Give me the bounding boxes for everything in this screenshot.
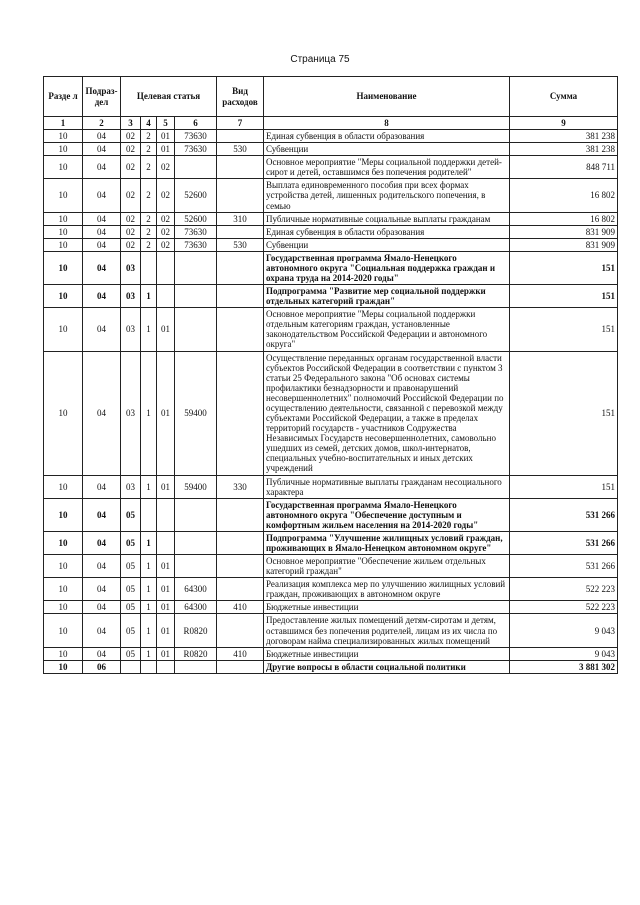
name-cell: Другие вопросы в области социальной политики xyxy=(264,660,510,673)
razdel-cell: 10 xyxy=(44,285,83,308)
podrazdel-cell: 04 xyxy=(83,143,121,156)
table-row xyxy=(44,614,618,647)
program-cell: 02 xyxy=(121,225,141,238)
activity-cell xyxy=(157,498,175,531)
table-row xyxy=(44,238,618,251)
col-header-podrazdel: Подраз-дел xyxy=(83,77,121,117)
expense-type-cell xyxy=(217,130,264,143)
subprogram-cell xyxy=(141,498,157,531)
podrazdel-cell: 04 xyxy=(83,130,121,143)
table-row xyxy=(44,555,618,578)
activity-cell: 02 xyxy=(157,225,175,238)
name-cell: Подпрограмма "Развитие мер социальной поддержки отдельных категорий граждан" xyxy=(264,285,510,308)
activity-cell: 01 xyxy=(157,601,175,614)
activity-cell: 01 xyxy=(157,143,175,156)
table-row xyxy=(44,498,618,531)
podrazdel-cell: 04 xyxy=(83,531,121,554)
razdel-cell: 10 xyxy=(44,555,83,578)
col-header-sum: Сумма xyxy=(510,77,618,117)
podrazdel-cell: 04 xyxy=(83,285,121,308)
direction-cell: 73630 xyxy=(175,225,217,238)
expense-type-cell: 410 xyxy=(217,601,264,614)
name-cell: Осуществление переданных органам государственной власти субъектов Российской Федерации в соответствии с пунктом 3 статьи 25 Федерального закона "Об основах системы профилактики безнадзорности и правонарушений несовершеннолетних" полномочий Российской Федерации по осуществлению деятельности, связанной с перевозкой между субъектами Российской Федерации, а также в пределах территорий государств - участников Содружества Независимых Государств несовершеннолетних, самовольно ушедших из семей, детских домов, школ-интернатов, специальных учебно-воспитательных и иных детских учреждений xyxy=(264,351,510,475)
subprogram-cell: 1 xyxy=(141,308,157,351)
subprogram-cell: 1 xyxy=(141,614,157,647)
col-number: 9 xyxy=(510,117,618,130)
program-cell: 02 xyxy=(121,130,141,143)
direction-cell: 73630 xyxy=(175,130,217,143)
expense-type-cell: 410 xyxy=(217,647,264,660)
name-cell: Основное мероприятие "Обеспечение жильем отдельных категорий граждан" xyxy=(264,555,510,578)
expense-type-cell: 530 xyxy=(217,238,264,251)
col-number: 2 xyxy=(83,117,121,130)
subprogram-cell: 2 xyxy=(141,130,157,143)
col-header-razdel: Разде л xyxy=(44,77,83,117)
razdel-cell: 10 xyxy=(44,614,83,647)
table-row xyxy=(44,601,618,614)
sum-cell: 531 266 xyxy=(510,555,618,578)
expense-type-cell xyxy=(217,225,264,238)
table-row xyxy=(44,578,618,601)
program-cell: 02 xyxy=(121,143,141,156)
subprogram-cell: 2 xyxy=(141,212,157,225)
razdel-cell: 10 xyxy=(44,647,83,660)
direction-cell: 59400 xyxy=(175,351,217,475)
razdel-cell: 10 xyxy=(44,238,83,251)
direction-cell xyxy=(175,156,217,179)
podrazdel-cell: 04 xyxy=(83,555,121,578)
expense-type-cell xyxy=(217,179,264,212)
activity-cell: 01 xyxy=(157,614,175,647)
podrazdel-cell: 04 xyxy=(83,601,121,614)
subprogram-cell: 1 xyxy=(141,578,157,601)
razdel-cell: 10 xyxy=(44,308,83,351)
podrazdel-cell: 04 xyxy=(83,475,121,498)
table-row xyxy=(44,251,618,284)
direction-cell xyxy=(175,498,217,531)
razdel-cell: 10 xyxy=(44,143,83,156)
razdel-cell: 10 xyxy=(44,531,83,554)
subprogram-cell: 2 xyxy=(141,238,157,251)
razdel-cell: 10 xyxy=(44,130,83,143)
col-number: 8 xyxy=(264,117,510,130)
activity-cell xyxy=(157,285,175,308)
razdel-cell: 10 xyxy=(44,212,83,225)
podrazdel-cell: 04 xyxy=(83,308,121,351)
subprogram-cell: 1 xyxy=(141,647,157,660)
name-cell: Государственная программа Ямало-Ненецкого автономного округа "Обеспечение доступным и комфортным жильем населения на 2014-2020 годы" xyxy=(264,498,510,531)
program-cell: 05 xyxy=(121,601,141,614)
razdel-cell: 10 xyxy=(44,498,83,531)
razdel-cell: 10 xyxy=(44,475,83,498)
expense-type-cell xyxy=(217,351,264,475)
col-header-vid: Вид расходов xyxy=(217,77,264,117)
activity-cell: 01 xyxy=(157,647,175,660)
subprogram-cell: 1 xyxy=(141,531,157,554)
expense-type-cell xyxy=(217,555,264,578)
subprogram-cell: 1 xyxy=(141,601,157,614)
expense-type-cell: 330 xyxy=(217,475,264,498)
col-header-name: Наименование xyxy=(264,77,510,117)
name-cell: Выплата единовременного пособия при всех формах устройства детей, лишенных родительского попечения, в семью xyxy=(264,179,510,212)
podrazdel-cell: 04 xyxy=(83,251,121,284)
col-number: 1 xyxy=(44,117,83,130)
sum-cell: 3 881 302 xyxy=(510,660,618,673)
page-header: Страница 75 xyxy=(290,54,350,65)
activity-cell xyxy=(157,660,175,673)
activity-cell: 01 xyxy=(157,351,175,475)
subprogram-cell xyxy=(141,660,157,673)
sum-cell: 151 xyxy=(510,251,618,284)
podrazdel-cell: 04 xyxy=(83,351,121,475)
name-cell: Бюджетные инвестиции xyxy=(264,647,510,660)
activity-cell: 01 xyxy=(157,308,175,351)
table-row xyxy=(44,179,618,212)
column-number-row xyxy=(44,117,618,130)
sum-cell: 531 266 xyxy=(510,498,618,531)
direction-cell: 52600 xyxy=(175,212,217,225)
direction-cell xyxy=(175,555,217,578)
activity-cell: 01 xyxy=(157,555,175,578)
direction-cell: R0820 xyxy=(175,614,217,647)
program-cell: 05 xyxy=(121,647,141,660)
subprogram-cell: 1 xyxy=(141,351,157,475)
table-row xyxy=(44,475,618,498)
subprogram-cell: 1 xyxy=(141,285,157,308)
sum-cell: 531 266 xyxy=(510,531,618,554)
table-row xyxy=(44,531,618,554)
col-number: 6 xyxy=(175,117,217,130)
direction-cell xyxy=(175,251,217,284)
program-cell: 05 xyxy=(121,578,141,601)
program-cell xyxy=(121,660,141,673)
sum-cell: 9 043 xyxy=(510,614,618,647)
name-cell: Предоставление жилых помещений детям-сиротам и детям, оставшимся без попечения родителей, лицам из их числа по договорам найма специализированных жилых помещений xyxy=(264,614,510,647)
sum-cell: 9 043 xyxy=(510,647,618,660)
activity-cell xyxy=(157,531,175,554)
program-cell: 02 xyxy=(121,212,141,225)
expense-type-cell xyxy=(217,660,264,673)
podrazdel-cell: 04 xyxy=(83,212,121,225)
program-cell: 02 xyxy=(121,179,141,212)
col-number: 7 xyxy=(217,117,264,130)
podrazdel-cell: 04 xyxy=(83,225,121,238)
expense-type-cell xyxy=(217,578,264,601)
name-cell: Основное мероприятие "Меры социальной поддержки отдельным категориям граждан, установленные законодательством Российской Федерации и автономного округа" xyxy=(264,308,510,351)
direction-cell xyxy=(175,285,217,308)
name-cell: Единая субвенция в области образования xyxy=(264,225,510,238)
table-row xyxy=(44,285,618,308)
activity-cell: 02 xyxy=(157,212,175,225)
expense-type-cell xyxy=(217,614,264,647)
activity-cell: 01 xyxy=(157,578,175,601)
sum-cell: 831 909 xyxy=(510,238,618,251)
podrazdel-cell: 04 xyxy=(83,498,121,531)
program-cell: 02 xyxy=(121,156,141,179)
direction-cell xyxy=(175,660,217,673)
col-number: 3 xyxy=(121,117,141,130)
table-row xyxy=(44,660,618,673)
subprogram-cell: 1 xyxy=(141,475,157,498)
program-cell: 05 xyxy=(121,555,141,578)
direction-cell xyxy=(175,531,217,554)
subprogram-cell xyxy=(141,251,157,284)
name-cell: Публичные нормативные социальные выплаты гражданам xyxy=(264,212,510,225)
activity-cell xyxy=(157,251,175,284)
activity-cell: 01 xyxy=(157,475,175,498)
expense-type-cell: 530 xyxy=(217,143,264,156)
table-row xyxy=(44,351,618,475)
program-cell: 02 xyxy=(121,238,141,251)
expense-type-cell: 310 xyxy=(217,212,264,225)
table-row xyxy=(44,143,618,156)
direction-cell: 73630 xyxy=(175,143,217,156)
table-row xyxy=(44,212,618,225)
table-row xyxy=(44,130,618,143)
expense-type-cell xyxy=(217,251,264,284)
activity-cell: 01 xyxy=(157,130,175,143)
col-header-target: Целевая статья xyxy=(121,77,217,117)
subprogram-cell: 2 xyxy=(141,156,157,179)
direction-cell: 64300 xyxy=(175,578,217,601)
expense-type-cell xyxy=(217,156,264,179)
podrazdel-cell: 04 xyxy=(83,156,121,179)
sum-cell: 522 223 xyxy=(510,578,618,601)
program-cell: 03 xyxy=(121,475,141,498)
razdel-cell: 10 xyxy=(44,225,83,238)
subprogram-cell: 2 xyxy=(141,225,157,238)
program-cell: 05 xyxy=(121,531,141,554)
razdel-cell: 10 xyxy=(44,578,83,601)
expense-type-cell xyxy=(217,285,264,308)
program-cell: 03 xyxy=(121,285,141,308)
program-cell: 03 xyxy=(121,251,141,284)
direction-cell: 73630 xyxy=(175,238,217,251)
program-cell: 05 xyxy=(121,614,141,647)
razdel-cell: 10 xyxy=(44,601,83,614)
expense-type-cell xyxy=(217,531,264,554)
program-cell: 03 xyxy=(121,351,141,475)
name-cell: Реализация комплекса мер по улучшению жилищных условий граждан, проживающих в автономном округе xyxy=(264,578,510,601)
subprogram-cell: 1 xyxy=(141,555,157,578)
table-row xyxy=(44,225,618,238)
direction-cell xyxy=(175,308,217,351)
direction-cell: 59400 xyxy=(175,475,217,498)
name-cell: Бюджетные инвестиции xyxy=(264,601,510,614)
razdel-cell: 10 xyxy=(44,179,83,212)
name-cell: Государственная программа Ямало-Ненецкого автономного округа "Социальная поддержка граждан и охрана труда на 2014-2020 годы" xyxy=(264,251,510,284)
podrazdel-cell: 06 xyxy=(83,660,121,673)
subprogram-cell: 2 xyxy=(141,143,157,156)
name-cell: Публичные нормативные выплаты гражданам несоциального характера xyxy=(264,475,510,498)
table-body xyxy=(44,130,618,674)
activity-cell: 02 xyxy=(157,156,175,179)
sum-cell: 151 xyxy=(510,475,618,498)
sum-cell: 848 711 xyxy=(510,156,618,179)
sum-cell: 151 xyxy=(510,285,618,308)
name-cell: Субвенции xyxy=(264,143,510,156)
table-row xyxy=(44,156,618,179)
podrazdel-cell: 04 xyxy=(83,647,121,660)
table-row xyxy=(44,308,618,351)
activity-cell: 02 xyxy=(157,238,175,251)
activity-cell: 02 xyxy=(157,179,175,212)
program-cell: 03 xyxy=(121,308,141,351)
expense-type-cell xyxy=(217,498,264,531)
sum-cell: 16 802 xyxy=(510,179,618,212)
col-number: 4 xyxy=(141,117,157,130)
name-cell: Подпрограмма "Улучшение жилищных условий граждан, проживающих в Ямало-Ненецком автономном округе" xyxy=(264,531,510,554)
sum-cell: 381 238 xyxy=(510,130,618,143)
name-cell: Единая субвенция в области образования xyxy=(264,130,510,143)
podrazdel-cell: 04 xyxy=(83,179,121,212)
razdel-cell: 10 xyxy=(44,156,83,179)
sum-cell: 831 909 xyxy=(510,225,618,238)
podrazdel-cell: 04 xyxy=(83,238,121,251)
direction-cell: 64300 xyxy=(175,601,217,614)
subprogram-cell: 2 xyxy=(141,179,157,212)
sum-cell: 381 238 xyxy=(510,143,618,156)
sum-cell: 151 xyxy=(510,351,618,475)
podrazdel-cell: 04 xyxy=(83,614,121,647)
direction-cell: R0820 xyxy=(175,647,217,660)
razdel-cell: 10 xyxy=(44,660,83,673)
razdel-cell: 10 xyxy=(44,351,83,475)
expense-type-cell xyxy=(217,308,264,351)
col-number: 5 xyxy=(157,117,175,130)
program-cell: 05 xyxy=(121,498,141,531)
name-cell: Субвенции xyxy=(264,238,510,251)
sum-cell: 151 xyxy=(510,308,618,351)
podrazdel-cell: 04 xyxy=(83,578,121,601)
sum-cell: 16 802 xyxy=(510,212,618,225)
budget-table xyxy=(43,76,618,674)
sum-cell: 522 223 xyxy=(510,601,618,614)
name-cell: Основное мероприятие "Меры социальной поддержки детей-сирот и детей, оставшимся без попечения родителей" xyxy=(264,156,510,179)
column-header-row xyxy=(44,77,618,117)
razdel-cell: 10 xyxy=(44,251,83,284)
table-row xyxy=(44,647,618,660)
direction-cell: 52600 xyxy=(175,179,217,212)
